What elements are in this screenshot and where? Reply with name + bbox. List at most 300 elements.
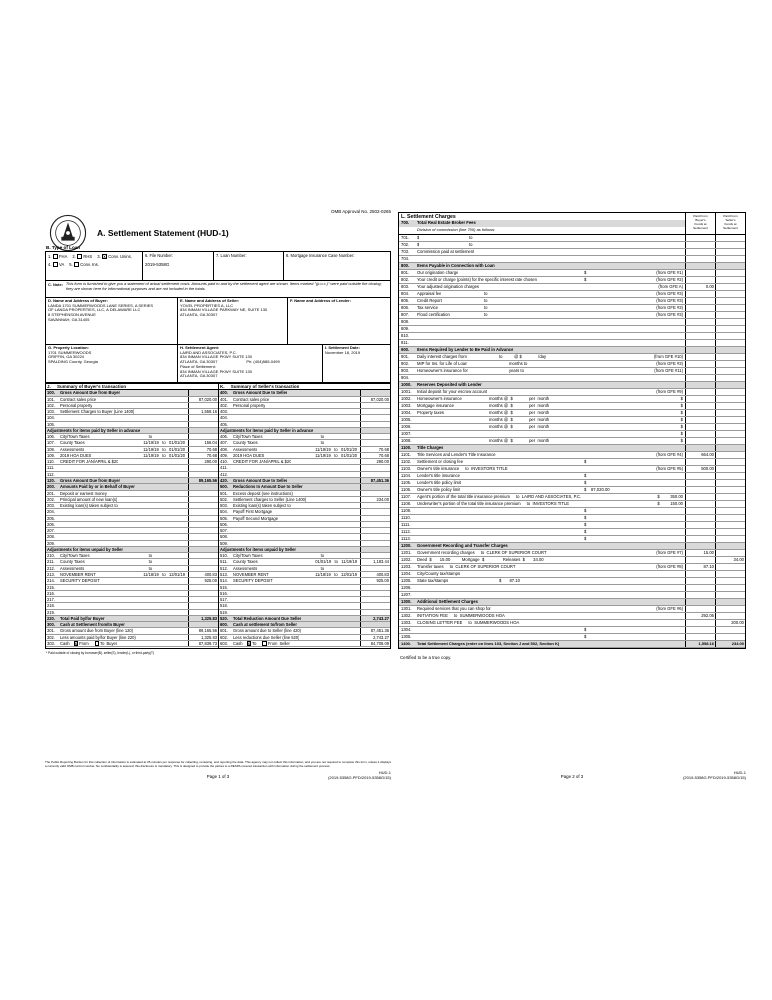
line-number: 1201. <box>401 550 412 555</box>
row-description <box>46 591 188 596</box>
row-description <box>219 415 360 420</box>
line-mid-text: months @ $ per month <box>489 410 550 415</box>
line-mid-text: $ <box>584 536 587 541</box>
row-description <box>399 312 685 318</box>
file-number-value: 2019-5358G <box>145 262 170 267</box>
row-description <box>46 635 188 640</box>
buyer-amount-cell: 0.00 <box>685 284 715 290</box>
line-mid-text: $ <box>584 522 587 527</box>
line-label: City/Town Taxes <box>60 553 90 559</box>
line-label: CLOSING LETTER FEE <box>417 620 463 625</box>
line-mid-text: $ <box>584 459 587 464</box>
l-row-704 <box>399 256 745 263</box>
amount-cell <box>188 534 218 539</box>
row-description <box>46 641 188 646</box>
loan-number-label: 7. Loan Number: <box>216 253 247 258</box>
line-payee: to INVESTORS TITLE <box>465 466 508 471</box>
buyer-amount-cell: 87.10 <box>685 564 715 570</box>
line-number: 1304. <box>401 627 412 632</box>
amount-cell: 2,743.27 <box>360 616 390 621</box>
row-description <box>46 484 188 489</box>
line-mid-text: $ <box>584 627 587 632</box>
line-label: 2019 HOA DUES <box>233 452 265 458</box>
line-right-text: $ 150.00 <box>657 501 683 506</box>
buyer-amount-cell: 500.00 <box>685 466 715 472</box>
row-description <box>46 559 188 564</box>
row-description <box>399 473 685 479</box>
buyer-amount-cell <box>685 487 715 493</box>
line-label: Additional Settlement Charges <box>417 599 478 604</box>
amount-cell: 70.68 <box>360 453 390 458</box>
row-description <box>46 428 188 433</box>
line-number: 1103. <box>401 466 412 471</box>
amount-cell: 290.00 <box>360 459 390 464</box>
seller-amount-cell <box>715 410 745 416</box>
buyer-amount-cell <box>685 501 715 507</box>
line-number: 203. <box>47 503 55 509</box>
seller-amount-cell <box>715 571 745 577</box>
row-description <box>399 571 685 577</box>
note-label: C. Note: <box>48 282 63 287</box>
row-description <box>219 403 360 408</box>
gfe-reference: (from GFE #9) <box>656 389 683 394</box>
line-label: Assessments <box>60 446 85 452</box>
text-line: ATLANTA, GA 30307 Ph: (404)585-0499 <box>180 359 280 365</box>
row-description <box>219 484 360 489</box>
row-description <box>399 354 685 360</box>
type-of-loan-box <box>45 251 391 281</box>
row-description <box>219 622 360 627</box>
buyer-amount-cell <box>685 592 715 598</box>
row-description <box>399 508 685 514</box>
row-description <box>399 326 685 332</box>
form-ref-number: (2019-5358G.PFD/2019-5358G/15) <box>683 774 746 780</box>
row-description <box>219 491 360 496</box>
line-right-text: $ <box>680 431 683 436</box>
page2-footer <box>398 768 746 784</box>
seller-amount-cell <box>715 354 745 360</box>
hud1-page-2 <box>398 205 746 797</box>
seller-box <box>178 298 288 344</box>
buyer-amount-cell <box>685 431 715 437</box>
line-number: 204. <box>47 509 55 515</box>
gfe-reference: (from GFE #3) <box>656 361 683 366</box>
line-label: $ <box>417 242 420 247</box>
buyer-amount-cell <box>685 249 715 255</box>
amount-cell: 1,558.16 <box>188 409 218 414</box>
seller-amount-cell <box>715 340 745 346</box>
line-mid-text: to <box>469 242 473 247</box>
line-number: 209. <box>47 540 55 546</box>
line-number: 1111. <box>401 522 411 527</box>
buyer-amount-cell <box>685 585 715 591</box>
row-description <box>46 516 188 521</box>
line-number: 1203. <box>401 564 412 569</box>
poc-footnote: * Paid outside of closing by borrower(B), seller(S), lender(L), or third-party(T) <box>46 651 155 655</box>
amount-cell <box>188 566 218 571</box>
seller-amount-cell <box>715 494 745 500</box>
row-description <box>399 487 685 493</box>
line-label: NOVEMBER RENT <box>233 571 269 577</box>
l-row-1005 <box>399 417 745 424</box>
text-line: Funds at <box>694 221 707 226</box>
amount-cell <box>188 541 218 546</box>
amount-cell <box>188 591 218 596</box>
date-range: 11/19/19 to 01/01/20 <box>143 440 185 446</box>
buyer-amount-cell <box>685 277 715 283</box>
line-number: 208. <box>47 534 55 540</box>
line-label: Government Recording and Transfer Charges <box>417 543 508 548</box>
line-number: 206. <box>47 521 55 527</box>
line-number: 517. <box>220 597 228 603</box>
line-number: 102. <box>47 402 55 408</box>
text-line: ATLANTA, GA 30307 <box>180 312 218 318</box>
row-description <box>46 585 188 590</box>
seller-amount-cell <box>715 284 745 290</box>
section-j-buyer-summary <box>46 384 219 648</box>
date-range: 11/19/19 to 01/01/20 <box>315 446 357 452</box>
row-description <box>219 547 360 552</box>
line-number: 217. <box>47 597 55 603</box>
summary-tables <box>45 383 391 649</box>
gfe-reference: (from GFE #6) <box>656 606 683 611</box>
amount-cell <box>188 509 218 514</box>
buyer-amount-cell <box>685 473 715 479</box>
line-label: Personal property <box>233 402 266 408</box>
l-row-1103 <box>399 466 745 473</box>
line-right-text: $ <box>680 438 683 443</box>
line-label: Homeowner's insurance <box>417 396 462 401</box>
line-number: 1006. <box>401 424 412 429</box>
amount-cell: 2,743.27 <box>360 635 390 640</box>
row-description <box>219 610 360 615</box>
text-line: Paid From <box>723 214 738 218</box>
row-description <box>399 620 685 626</box>
date-range: to <box>320 553 357 559</box>
line-label: Gross Amount Due to Seller <box>233 477 288 483</box>
line-label: Settlement or closing fee <box>417 459 464 464</box>
buyer-amount-cell <box>685 424 715 430</box>
amount-cell <box>360 403 390 408</box>
row-description <box>399 361 685 367</box>
row-description <box>46 447 188 452</box>
l-row-903 <box>399 368 745 375</box>
line-number: 702. <box>401 242 410 247</box>
row-description <box>219 390 360 395</box>
date-range: to <box>148 559 185 565</box>
row-description <box>219 434 360 439</box>
text-line: 1701 SUMMERWOODS <box>48 349 92 355</box>
line-number: 1104. <box>401 473 412 478</box>
row-description <box>219 603 360 608</box>
gfe-reference: (from GFE #3) <box>656 298 683 303</box>
buyer-amount-cell <box>685 312 715 318</box>
note-text: This form is furnished to give you a statement of actual settlement costs. Amounts paid to and by the settlement agent are shown. Items marked "(p.o.c.)" were paid outside the closing; they are shown here for informational purposes and are not included in the totals. <box>65 281 382 291</box>
row-description <box>219 409 360 414</box>
line-number: 803. <box>401 284 410 289</box>
l-row-1207 <box>399 592 745 599</box>
buyer-amount-cell <box>685 242 715 248</box>
line-number: 420. <box>220 477 228 483</box>
l-row-1008 <box>399 438 745 445</box>
line-label: Gross amount due to Seller (line 420) <box>233 628 302 634</box>
section-b-label: B. Type of Loan <box>46 245 81 250</box>
line-label: Property taxes <box>417 410 444 415</box>
date-range: to <box>320 440 357 446</box>
line-mid-text: $ <box>584 270 587 275</box>
date-range: 11/19/19 to 01/01/20 <box>143 446 185 452</box>
settlement-agent-box <box>178 345 323 382</box>
line-number: 406. <box>220 434 228 440</box>
amount-cell <box>188 503 218 508</box>
buyer-amount-cell <box>685 375 715 381</box>
amount-cell: 1,325.83 <box>188 635 218 640</box>
row-description <box>399 494 685 500</box>
l-row-1106 <box>399 487 745 494</box>
line-label: Total Settlement Charges (enter on lines 103, Section J and 502, Section K) <box>417 641 560 646</box>
line-label: Cash <box>233 640 243 646</box>
buyer-amount-cell <box>685 256 715 262</box>
buyer-amount-cell <box>685 305 715 311</box>
line-number: 509. <box>220 540 228 546</box>
checkbox-label: To <box>100 640 105 646</box>
buyer-amount-cell <box>685 235 715 241</box>
amount-cell <box>188 497 218 502</box>
seller-amount-cell <box>715 592 745 598</box>
buyer-amount-cell <box>685 480 715 486</box>
seller-amount-cell <box>715 536 745 542</box>
l-row-1206 <box>399 585 745 592</box>
line-label: Payoff First Mortgage <box>233 509 273 515</box>
line-number: 1206. <box>401 585 412 590</box>
l-row-807 <box>399 312 745 319</box>
row-description <box>399 438 685 444</box>
row-description <box>399 277 685 283</box>
amount-cell <box>188 428 218 433</box>
line-label: Flood certification <box>417 312 450 317</box>
line-number: 500. <box>220 484 228 490</box>
amount-cell: 400.83 <box>188 572 218 577</box>
row-description <box>399 522 685 528</box>
paid-from-buyer-column-header <box>685 213 715 234</box>
text-line: LAIRD AND ASSOCIATES, P.C. <box>180 349 237 355</box>
l-row-809 <box>399 326 745 333</box>
row-description <box>46 597 188 602</box>
amount-cell <box>360 503 390 508</box>
settlement-charges-rows <box>399 235 745 648</box>
text-line: Settlement <box>693 225 708 230</box>
row-description <box>399 368 685 374</box>
line-number: 101. <box>47 396 55 402</box>
loan-option-label: FHA <box>59 254 68 259</box>
row-description <box>399 284 685 290</box>
l-row-901 <box>399 354 745 361</box>
row-description <box>219 497 360 502</box>
line-number: 211. <box>47 559 55 565</box>
buyer-amount-cell <box>685 515 715 521</box>
amount-cell <box>360 509 390 514</box>
seller-amount-cell <box>715 396 745 402</box>
line-number: 400. <box>220 390 228 396</box>
amount-cell: 87,451.36 <box>360 628 390 633</box>
line-number: 120. <box>47 477 55 483</box>
text-line: Place of Settlement: <box>180 363 216 369</box>
line-number: 1000. <box>401 382 412 387</box>
loan-type-option-rhs <box>72 254 92 259</box>
line-right-text: $ <box>680 424 683 429</box>
l-row-1304 <box>399 627 745 634</box>
l-row-1000 <box>399 382 745 389</box>
line-label: Your credit or charge (points) for the specific interest rate chosen <box>417 277 537 282</box>
amount-cell: 156.04 <box>188 440 218 445</box>
line-label: Items Required by Lender to Be Paid in Advance <box>417 347 514 352</box>
l-row-1205 <box>399 578 745 585</box>
line-mid-text: $ <box>584 634 587 639</box>
row-description <box>46 403 188 408</box>
amount-cell: 925.00 <box>360 578 390 583</box>
row-description <box>46 478 188 483</box>
settlement-agent-label: H. Settlement Agent: <box>180 345 220 350</box>
buyer-amount-cell <box>685 529 715 535</box>
loan-option-number: 5. <box>69 262 73 267</box>
line-number: 802. <box>401 277 410 282</box>
line-payee: to INVESTORS TITLE <box>526 501 570 506</box>
seller-amount-cell: 34.00 <box>715 557 745 563</box>
line-mid-text: $ <box>584 515 587 520</box>
row-description <box>399 459 685 465</box>
seller-amount-cell <box>715 417 745 423</box>
gfe-reference: (from GFE #2) <box>656 277 683 282</box>
line-right-text: $ <box>680 410 683 415</box>
line-label: Deed $ 15.00 Mortgage $ Releases $ 34.00 <box>417 557 544 562</box>
row-description <box>46 616 188 621</box>
line-label: Settlement Charges to Buyer (Line 1400) <box>60 409 135 415</box>
loan-type-option-va <box>48 262 64 267</box>
amount-cell <box>188 472 218 477</box>
line-label: Gross Amount Due from Buyer <box>60 477 121 483</box>
l-row-1302 <box>399 613 745 620</box>
buyer-amount-cell <box>685 522 715 528</box>
line-label: Adjustments for items unpaid by Seller <box>47 546 123 552</box>
text-line: Funds at <box>724 221 737 226</box>
line-number: 804. <box>401 291 410 296</box>
amount-cell <box>188 603 218 608</box>
amount-cell: 87,451.36 <box>360 478 390 483</box>
buyer-amount-cell <box>685 536 715 542</box>
buyer-amount-cell <box>685 389 715 395</box>
text-line: 834 INMAN VILLAGE PKWY SUITE 130 <box>180 368 252 374</box>
row-description <box>219 516 360 521</box>
line-number: 220. <box>47 615 55 621</box>
line-number: 504. <box>220 509 228 515</box>
row-description <box>46 440 188 445</box>
line-label: Mortgage insurance <box>417 403 455 408</box>
seller-amount-cell <box>715 424 745 430</box>
row-description <box>219 503 360 508</box>
line-number: 1002. <box>401 396 412 401</box>
l-row-801 <box>399 270 745 277</box>
k-row-603 <box>219 641 390 647</box>
line-number: 110. <box>47 459 55 465</box>
amount-cell: 89,165.56 <box>188 628 218 633</box>
buyer-amount-cell: 292.06 <box>685 613 715 619</box>
date-range: to <box>148 434 185 440</box>
property-location-label: G. Property Location: <box>48 345 89 350</box>
settlement-agent-lines <box>180 351 320 379</box>
l-row-904 <box>399 375 745 382</box>
line-label: Less reductions due Seller (line 520) <box>233 634 300 640</box>
row-description <box>46 541 188 546</box>
l-row-1006 <box>399 424 745 431</box>
line-mid-text: to <box>484 312 488 317</box>
line-number: 1108. <box>401 501 412 506</box>
l-row-902 <box>399 361 745 368</box>
line-mid-text: $ <box>584 480 587 485</box>
row-description <box>46 566 188 571</box>
line-number: 507. <box>220 528 228 534</box>
line-number: 1110. <box>401 515 411 520</box>
line-label: Assessments <box>233 565 258 571</box>
l-row-804 <box>399 291 745 298</box>
row-description <box>46 472 188 477</box>
seller-amount-cell <box>715 326 745 332</box>
row-description <box>46 397 188 402</box>
row-description <box>399 382 685 388</box>
text-line: 834 INMAN VILLAGE PKWY SUITE 130 <box>180 354 252 360</box>
row-description <box>46 497 188 502</box>
line-label: Total Real Estate Broker Fees <box>417 220 476 225</box>
seller-amount-cell <box>715 263 745 269</box>
line-number: 212. <box>47 565 55 571</box>
seller-amount-cell <box>715 256 745 262</box>
checkbox-icon <box>262 641 267 646</box>
amount-cell <box>188 597 218 602</box>
amount-cell: 234.00 <box>360 497 390 502</box>
buyer-amount-cell <box>685 606 715 612</box>
row-description <box>46 610 188 615</box>
seller-amount-cell <box>715 305 745 311</box>
amount-cell <box>188 585 218 590</box>
l-row-1111 <box>399 522 745 529</box>
row-description <box>399 452 685 458</box>
buyer-amount-cell <box>685 291 715 297</box>
amount-cell <box>188 516 218 521</box>
seller-amount-cell <box>715 480 745 486</box>
text-line: GRIFFIN, GA 30224 <box>48 354 85 360</box>
form-reference <box>328 771 391 781</box>
row-description <box>46 459 188 464</box>
paid-from-seller-column-header <box>715 213 745 234</box>
row-description <box>219 422 360 427</box>
l-row-1107 <box>399 494 745 501</box>
line-label: Reductions In Amount Due to Seller <box>233 484 303 490</box>
loan-type-row <box>48 254 140 259</box>
seller-amount-cell <box>715 585 745 591</box>
line-mid-text: $ <box>584 277 587 282</box>
row-description <box>219 428 360 433</box>
buyer-amount-cell <box>685 543 715 549</box>
gfe-reference: (from GFE #8) <box>656 564 683 569</box>
line-label: Underwriter's portion of the total title insurance premium <box>417 501 521 506</box>
amount-cell <box>188 390 218 395</box>
line-label: Items Payable in Connection with Loan <box>417 263 495 268</box>
line-number: 1113. <box>401 536 411 541</box>
certified-true-copy-note: Certified to be a true copy. <box>400 655 452 660</box>
line-number: 1004. <box>401 410 412 415</box>
seller-label: E. Name and Address of Seller: <box>180 298 240 303</box>
amount-cell <box>360 422 390 427</box>
line-mid-text: $ <box>584 529 587 534</box>
